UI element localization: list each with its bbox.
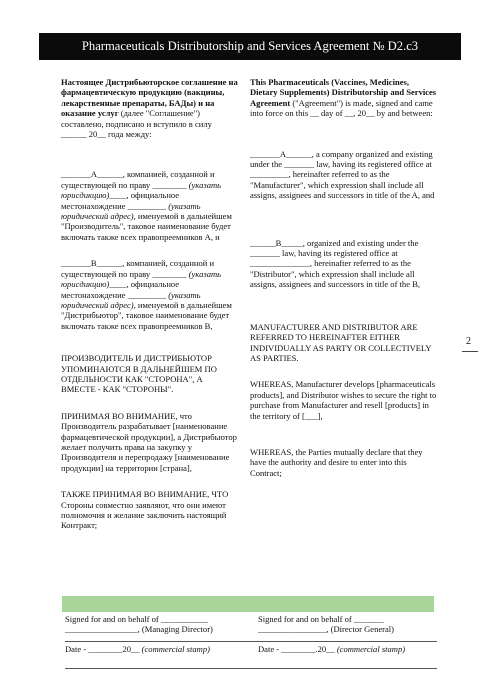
signed-line-manufacturer: Signed for and on behalf of ___________ bbox=[65, 614, 208, 624]
preamble-en: This Pharmaceuticals (Vaccines, Medicines, Dietary Supplements) Distributorship and Services Agreement ("Agreement") is made, signed and came into force on this __ day of __, 20__ by and between: bbox=[250, 77, 437, 119]
signature-band bbox=[62, 596, 434, 612]
signed-line-distributor: Signed for and on behalf of _______ bbox=[258, 614, 384, 624]
whereas-1-en: WHEREAS, Manufacturer develops [pharmaceuticals products], and Distributor wishes to secure the right to purchase from Manufacturer and resell [products] in the territory of [___], bbox=[250, 379, 437, 421]
agreement-title-en: This Pharmaceuticals (Vaccines, Medicines, Dietary Supplements) Distributorship and Services Agreement bbox=[250, 77, 437, 108]
signature-divider bbox=[65, 641, 437, 642]
signatory-distributor: ________________, (Director General) bbox=[258, 624, 394, 635]
russian-column bbox=[61, 77, 239, 531]
party-a-en: _______A______, a company organized and existing under the _______ law, having its registered office at _________, hereinafter referred to as the "Manufacturer", which expression shall include all assigns, assignees and successors in title of the A, and bbox=[250, 148, 435, 201]
whereas-1-ru: ПРИНИМАЯ ВО ВНИМАНИЕ, что Производитель разрабатывает [наименование фармацевтической продукции], а Дистрибьютор желает получить права на закупку у Производителя и перепродажу [наименование продукции] на территории [страна], bbox=[61, 410, 237, 473]
agreement-title-ru: Настоящее Дистрибьюторское соглашение на фармацевтическую продукцию (вакцины, лекарственные препараты, БАДы) и на оказание услуг bbox=[61, 77, 238, 119]
page-number-underline bbox=[462, 351, 478, 352]
signatory-manufacturer: _________________, (Managing Director) bbox=[65, 624, 213, 635]
signature-manufacturer bbox=[65, 614, 245, 654]
stamp-label-manufacturer: (commercial stamp) bbox=[141, 643, 210, 654]
page-number: 2 bbox=[466, 336, 471, 347]
stamp-label-distributor: (commercial stamp) bbox=[336, 643, 406, 654]
whereas-2-ru: ТАКЖЕ ПРИНИМАЯ ВО ВНИМАНИЕ, ЧТО Стороны совместно заявляют, что они имеют полномочия и желание заключить настоящий Контракт; bbox=[61, 489, 229, 531]
preamble-ru: Настоящее Дистрибьюторское соглашение на фармацевтическую продукцию (вакцины, лекарственные препараты, БАДы) и на оказание услуг (далее "Соглашение") составлено, подписано и вступило в силу ______ 20__ года между: bbox=[61, 77, 238, 140]
date-manufacturer: Date - ________20__ (commercial stamp) bbox=[65, 643, 210, 654]
english-column bbox=[250, 77, 438, 478]
date-distributor: Date - ________.20__ (commercial stamp) bbox=[258, 643, 406, 654]
document-title: Pharmaceuticals Distributorship and Services Agreement № D2.c3 bbox=[81, 39, 419, 53]
party-b-en: ______B_____, organized and existing under the _______ law, having its registered office at ______________, hereinafter referred to as the "Distributor", which expression shall include all assigns, assignees and successors in title of the B, bbox=[250, 237, 420, 290]
whereas-2-en: WHEREAS, the Parties mutually declare that they have the authority and desire to enter into this Contract; bbox=[250, 446, 423, 478]
party-b-ru: _______В______, компанией, созданной и существующей по праву ________ (указать юрисдикцию)____, официальное местонахождение _________ (указать юридический адрес), именуемой в дальнейшем "Дистрибьютор", таковое наименование будет включать также всех правопреемников В, bbox=[61, 258, 232, 331]
parties-clause-en: MANUFACTURER AND DISTRIBUTOR ARE REFERRED TO HEREINAFTER EITHER INDIVIDUALLY AS PARTY OR COLLECTIVELY AS PARTIES. bbox=[250, 321, 432, 363]
party-a-ru: _______А______, компанией, созданной и существующей по праву ________ (указать юрисдикцию)____, официальное местонахождение _________ (указать юридический адрес), именуемой в дальнейшем "Производитель", таковое наименование будет включать также всех правопреемников А, и bbox=[61, 169, 232, 242]
signature-distributor bbox=[258, 614, 438, 654]
document-header bbox=[39, 33, 461, 60]
footer-bottom-rule bbox=[65, 668, 437, 669]
parties-clause-ru: ПРОИЗВОДИТЕЛЬ И ДИСТРИБЬЮТОР УПОМИНАЮТСЯ В ДАЛЬНЕЙШЕМ ПО ОТДЕЛЬНОСТИ КАК "СТОРОНА", А ВМЕСТЕ - КАК "СТОРОНЫ". bbox=[61, 353, 217, 395]
